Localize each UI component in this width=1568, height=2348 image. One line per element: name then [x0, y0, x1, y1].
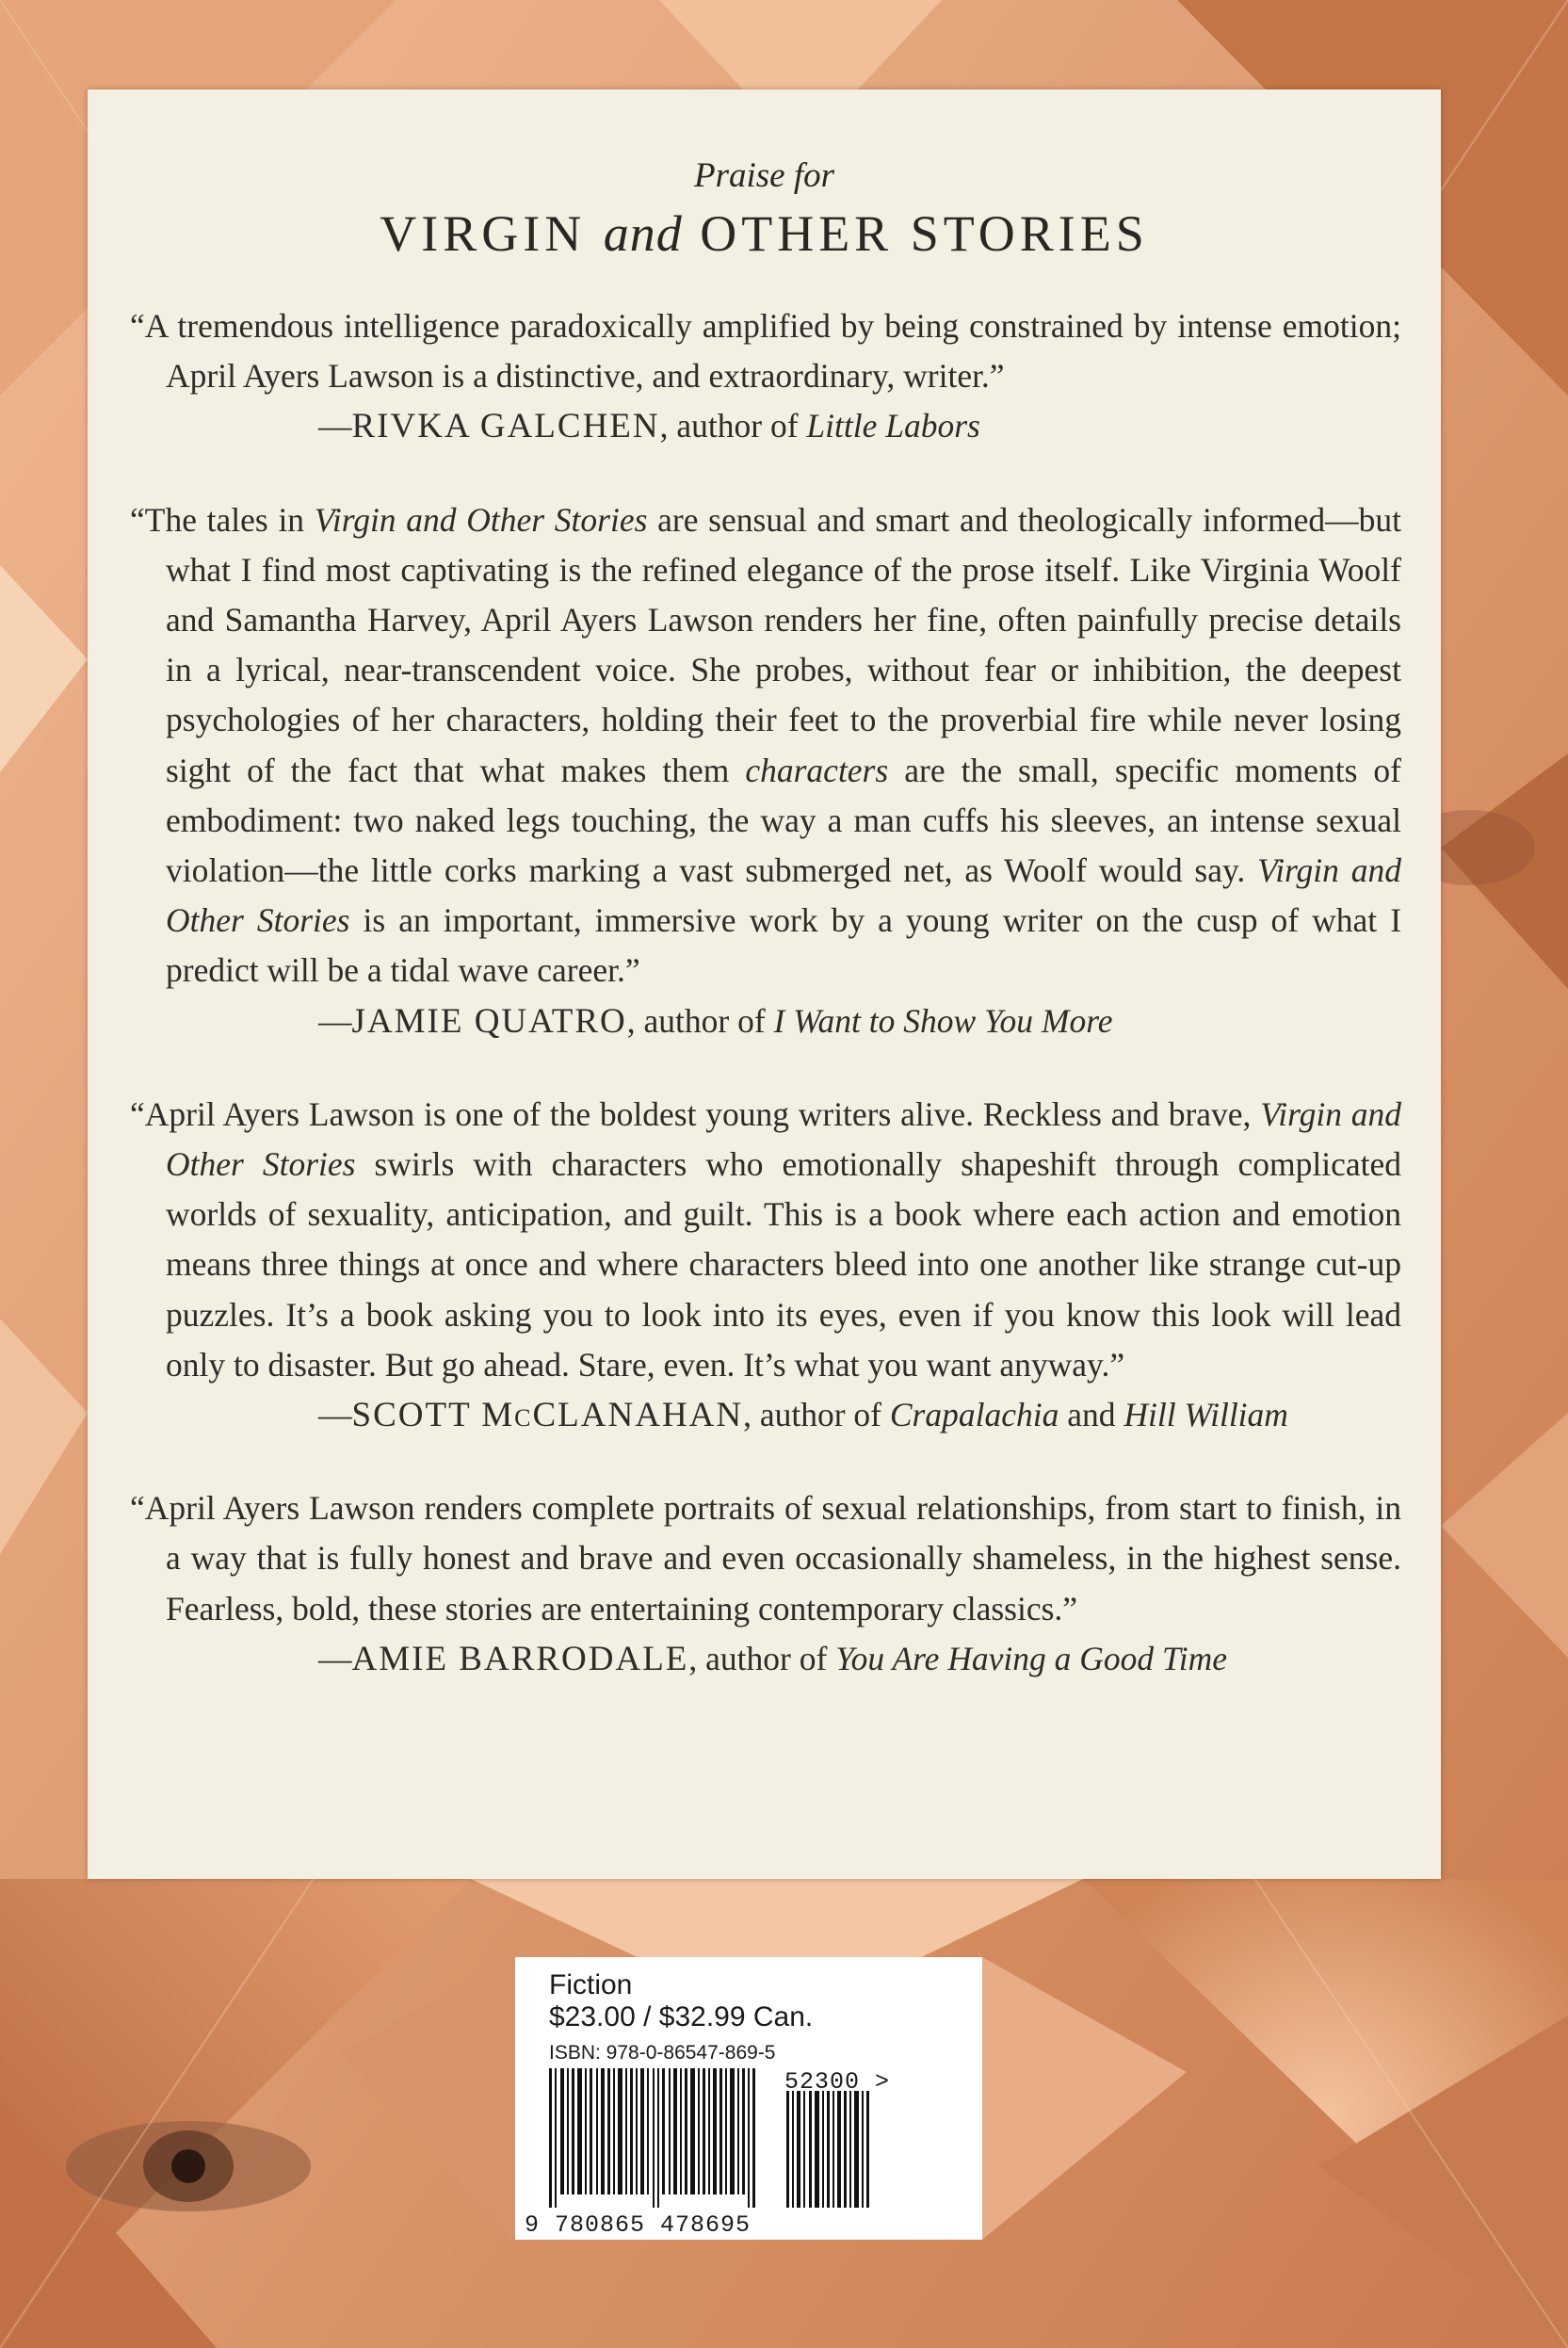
blurb-work: You Are Having a Good Time — [835, 1639, 1228, 1677]
blurb-quote: “The tales in Virgin and Other Stories are sensual and smart and theologically informed—but what I find most captivating is the refined elegance of the prose itself. Like Virginia Woolf and Samantha Harvey, April Ayers Lawson renders her fine, often painfully precise details in a lyrical, near-transcendent voice. She probes, without fear or inhibition, the deepest psychologies of her characters, holding their feet to the proverbial fire while never losing sight of the fact that what makes them characters are the small, specific moments of embodiment: two naked legs touching, the way a man cuffs his sleeves, an intense sexual violation—the little corks marking a vast submerged net, as Woolf would say. Virgin and Other Stories is an important, immersive work by a young writer on the cusp of what I predict will be a tidal wave career.” — [130, 500, 1402, 990]
blurb-mcclanahan — [130, 1090, 1401, 1440]
title-part1: VIRGIN — [380, 205, 587, 262]
blurb-attribution: —JAMIE QUATRO, author of I Want to Show You More — [318, 1001, 1113, 1041]
blurb-author: JAMIE QUATRO — [351, 1001, 627, 1041]
blurb-work: Little Labors — [806, 407, 980, 445]
blurb-quatro — [130, 495, 1401, 1046]
price-barcode-box — [515, 1957, 982, 2240]
blurb-quote: “April Ayers Lawson is one of the boldest young writers alive. Reckless and brave, Virgin and Other Stories swirls with characters who emotionally shapeshift through complicated worlds of sexuality, anticipation, and guilt. This is a book where each action and emotion means three things at once and where characters bleed into one another like strange cut-up puzzles. It’s a book asking you to look into its eyes, even if you know this look will lead only to disaster. But go ahead. Stare, even. It’s what you want anyway.” — [130, 1094, 1402, 1384]
blurb-barrodale — [130, 1483, 1401, 1684]
barcode-digits: 9 780865 478695 — [525, 2211, 752, 2239]
blurb-quote: “April Ayers Lawson renders complete portraits of sexual relationships, from start to finish, in a way that is fully honest and brave and even occasionally shameless, in the highest sense. Fearless, bold, these stories are entertaining contemporary classics.” — [130, 1489, 1401, 1627]
addon-digits: 52300 > — [784, 2068, 891, 2096]
blurb-author: RIVKA GALCHEN — [351, 407, 660, 446]
blurb-attribution: —SCOTT McCLANAHAN, author of Crapalachia and Hill William — [318, 1396, 1288, 1435]
blurb-attribution: —AMIE BARRODALE, author of You Are Having a Good Time — [318, 1639, 1228, 1678]
blurb-work: Crapalachia — [889, 1396, 1059, 1434]
blurb-author: AMIE BARRODALE — [351, 1639, 689, 1678]
blurb-work-2: Hill William — [1123, 1396, 1288, 1434]
blurb-work: I Want to Show You More — [773, 1001, 1113, 1040]
isbn-label: ISBN: 978-0-86547-869-5 — [549, 2042, 776, 2064]
category-label: Fiction — [549, 1969, 633, 2000]
blurb-author: SCOTT McCLANAHAN — [351, 1396, 744, 1435]
praise-panel — [88, 89, 1441, 1879]
price-label: $23.00 / $32.99 Can. — [549, 2001, 814, 2032]
blurb-quote: “A tremendous intelligence paradoxically amplified by being constrained by intense emotion; April Ayers Lawson is a distinctive, and extraordinary, writer.” — [130, 307, 1401, 396]
isbn-barcode — [549, 2068, 963, 2234]
title-part2: OTHER STORIES — [700, 205, 1149, 262]
blurb-galchen — [130, 301, 1401, 452]
blurb-attribution: —RIVKA GALCHEN, author of Little Labors — [318, 407, 980, 446]
title-and: and — [603, 205, 683, 262]
blurb-list — [130, 301, 1401, 1727]
book-title — [88, 204, 1441, 263]
praise-kicker: Praise for — [693, 156, 835, 195]
